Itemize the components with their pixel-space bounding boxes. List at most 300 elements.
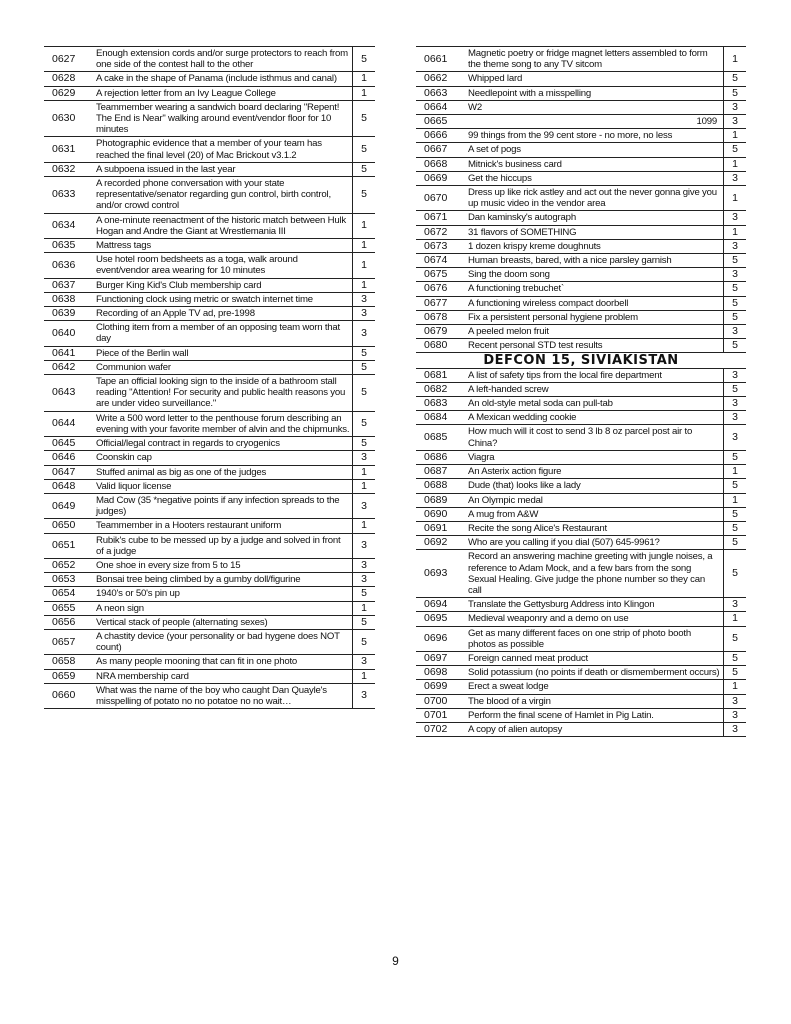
item-row (44, 573, 375, 587)
item-row (44, 683, 375, 708)
item-points: 3 (353, 683, 376, 708)
item-number: 0634 (44, 213, 94, 238)
item-description: What was the name of the boy who caught Dan Quayle's misspelling of potato no no potatoe no no wait… (94, 683, 353, 708)
item-points: 1 (724, 612, 747, 626)
item-row (44, 655, 375, 669)
item-number: 0655 (44, 601, 94, 615)
item-row (416, 143, 746, 157)
item-points: 5 (724, 339, 747, 353)
item-points: 5 (724, 536, 747, 550)
item-points: 3 (353, 573, 376, 587)
item-description: Translate the Gettysburg Address into Klingon (466, 598, 724, 612)
item-points: 3 (724, 211, 747, 225)
item-row (416, 479, 746, 493)
item-number: 0698 (416, 666, 466, 680)
item-row (416, 598, 746, 612)
item-description: An Asterix action figure (466, 465, 724, 479)
item-row (416, 722, 746, 736)
item-number: 0659 (44, 669, 94, 683)
item-description: A rejection letter from an Ivy League College (94, 86, 353, 100)
item-number: 0662 (416, 72, 466, 86)
item-row (416, 465, 746, 479)
item-row (416, 536, 746, 550)
item-description: Burger King Kid's Club membership card (94, 278, 353, 292)
item-row (44, 86, 375, 100)
item-row (44, 669, 375, 683)
item-number: 0661 (416, 47, 466, 72)
item-description: NRA membership card (94, 669, 353, 683)
item-number: 0666 (416, 129, 466, 143)
item-points: 5 (724, 626, 747, 651)
item-row (416, 612, 746, 626)
item-row (44, 615, 375, 629)
item-description: Whipped lard (466, 72, 724, 86)
item-number: 0665 (416, 115, 466, 129)
item-description: A functioning wireless compact doorbell (466, 296, 724, 310)
item-points: 5 (353, 162, 376, 176)
item-row (44, 519, 375, 533)
item-number: 0672 (416, 225, 466, 239)
item-points: 3 (724, 115, 747, 129)
item-description: An Olympic medal (466, 493, 724, 507)
item-points: 3 (724, 598, 747, 612)
item-points: 3 (353, 451, 376, 465)
item-row (416, 507, 746, 521)
item-row (44, 375, 375, 412)
item-row (416, 708, 746, 722)
item-description: The blood of a virgin (466, 694, 724, 708)
item-description: Tape an official looking sign to the inside of a bathroom stall reading "Attention! For security and public health reasons you are under video surveillance." (94, 375, 353, 412)
item-number: 0678 (416, 310, 466, 324)
item-row (416, 694, 746, 708)
item-number: 0656 (44, 615, 94, 629)
item-description: A recorded phone conversation with your state representative/senator regarding gun control, birth control, and/or crowd control (94, 177, 353, 214)
item-row (416, 680, 746, 694)
item-points: 3 (353, 558, 376, 572)
item-row (44, 451, 375, 465)
item-points: 1 (724, 157, 747, 171)
item-number: 0668 (416, 157, 466, 171)
item-description: Bonsai tree being climbed by a gumby doll/figurine (94, 573, 353, 587)
item-description: As many people mooning that can fit in one photo (94, 655, 353, 669)
item-number: 0667 (416, 143, 466, 157)
item-points: 5 (353, 47, 376, 72)
item-row (416, 651, 746, 665)
item-number: 0694 (416, 598, 466, 612)
item-number: 0631 (44, 137, 94, 162)
item-row (416, 382, 746, 396)
item-points: 5 (724, 550, 747, 598)
item-description: W2 (466, 100, 724, 114)
item-points: 1 (724, 465, 747, 479)
item-row (416, 211, 746, 225)
item-description: Communion wafer (94, 360, 353, 374)
item-number: 0700 (416, 694, 466, 708)
item-points: 5 (353, 360, 376, 374)
item-points: 1 (353, 86, 376, 100)
item-points: 3 (724, 722, 747, 736)
item-number: 0653 (44, 573, 94, 587)
item-description: 1940's or 50's pin up (94, 587, 353, 601)
item-points: 5 (724, 296, 747, 310)
item-points: 5 (724, 507, 747, 521)
item-description: Erect a sweat lodge (466, 680, 724, 694)
item-number: 0699 (416, 680, 466, 694)
item-number: 0641 (44, 346, 94, 360)
item-points: 3 (353, 292, 376, 306)
item-description: A left-handed screw (466, 382, 724, 396)
item-row (416, 254, 746, 268)
item-row (416, 325, 746, 339)
item-number: 0652 (44, 558, 94, 572)
item-row (44, 177, 375, 214)
item-row (44, 47, 375, 72)
item-points: 3 (724, 368, 747, 382)
item-row (44, 278, 375, 292)
item-description: Human breasts, bared, with a nice parsley garnish (466, 254, 724, 268)
item-points: 1 (724, 129, 747, 143)
item-points: 3 (353, 533, 376, 558)
item-points: 1 (353, 239, 376, 253)
item-row (44, 307, 375, 321)
item-number: 0630 (44, 100, 94, 137)
item-description: 99 things from the 99 cent store - no more, no less (466, 129, 724, 143)
item-row (44, 72, 375, 86)
item-row (44, 533, 375, 558)
item-points: 5 (353, 177, 376, 214)
item-number: 0674 (416, 254, 466, 268)
item-number: 0654 (44, 587, 94, 601)
item-description: Use hotel room bedsheets as a toga, walk around event/vendor area wearing for 10 minutes (94, 253, 353, 278)
item-points: 5 (353, 411, 376, 436)
item-points: 5 (353, 100, 376, 137)
item-row (416, 626, 746, 651)
item-row (416, 129, 746, 143)
item-number: 0637 (44, 278, 94, 292)
item-description: Enough extension cords and/or surge protectors to reach from one side of the contest hall to the other (94, 47, 353, 72)
item-description: Who are you calling if you dial (507) 645-9961? (466, 536, 724, 550)
item-description: Valid liquor license (94, 479, 353, 493)
item-points: 3 (724, 171, 747, 185)
item-row (416, 171, 746, 185)
item-number: 0695 (416, 612, 466, 626)
item-description: Foreign canned meat product (466, 651, 724, 665)
item-points: 1 (353, 72, 376, 86)
item-row (44, 411, 375, 436)
item-points: 5 (724, 651, 747, 665)
item-description: Coonskin cap (94, 451, 353, 465)
item-points: 5 (724, 72, 747, 86)
item-points: 1 (353, 213, 376, 238)
section-title: DEFCON 15, SIVIAKISTAN (416, 353, 746, 368)
item-row (416, 425, 746, 450)
item-points: 3 (353, 307, 376, 321)
item-row (416, 157, 746, 171)
item-row (44, 558, 375, 572)
item-number: 0635 (44, 239, 94, 253)
item-row (416, 282, 746, 296)
item-number: 0690 (416, 507, 466, 521)
item-number: 0669 (416, 171, 466, 185)
item-number: 0686 (416, 450, 466, 464)
item-description: Needlepoint with a misspelling (466, 86, 724, 100)
item-description: Get the hiccups (466, 171, 724, 185)
item-points: 3 (353, 655, 376, 669)
item-description: 1099 (466, 115, 724, 129)
item-description: A set of pogs (466, 143, 724, 157)
item-description: A chastity device (your personality or bad hygene does NOT count) (94, 629, 353, 654)
item-number: 0683 (416, 397, 466, 411)
item-description: Rubik's cube to be messed up by a judge and solved in front of a judge (94, 533, 353, 558)
item-points: 3 (724, 425, 747, 450)
item-number: 0702 (416, 722, 466, 736)
item-description: Recording of an Apple TV ad, pre-1998 (94, 307, 353, 321)
item-number: 0676 (416, 282, 466, 296)
item-number: 0646 (44, 451, 94, 465)
item-number: 0629 (44, 86, 94, 100)
item-row (44, 253, 375, 278)
item-points: 1 (724, 225, 747, 239)
item-points: 5 (353, 375, 376, 412)
item-points: 3 (724, 100, 747, 114)
item-row (44, 292, 375, 306)
item-description: Dan kaminsky's autograph (466, 211, 724, 225)
item-number: 0685 (416, 425, 466, 450)
item-number: 0640 (44, 321, 94, 346)
item-row (416, 296, 746, 310)
item-number: 0680 (416, 339, 466, 353)
item-points: 1 (724, 186, 747, 211)
item-description: Functioning clock using metric or swatch internet time (94, 292, 353, 306)
item-number: 0677 (416, 296, 466, 310)
item-points: 3 (724, 325, 747, 339)
item-number: 0701 (416, 708, 466, 722)
item-description: Fix a persistent personal hygiene problem (466, 310, 724, 324)
item-row (44, 629, 375, 654)
item-row (44, 239, 375, 253)
item-description: 31 flavors of SOMETHING (466, 225, 724, 239)
item-description: Magnetic poetry or fridge magnet letters assembled to form the theme song to any TV sitcom (466, 47, 724, 72)
item-row (44, 493, 375, 518)
item-points: 1 (353, 669, 376, 683)
item-description: A subpoena issued in the last year (94, 162, 353, 176)
item-description: A one-minute reenactment of the historic match between Hulk Hogan and Andre the Giant at Wrestlemania III (94, 213, 353, 238)
item-row (416, 521, 746, 535)
item-number: 0682 (416, 382, 466, 396)
item-row (44, 346, 375, 360)
item-description: Piece of the Berlin wall (94, 346, 353, 360)
item-description: A functioning trebuchet` (466, 282, 724, 296)
item-description: Official/legal contract in regards to cryogenics (94, 437, 353, 451)
item-points: 5 (353, 137, 376, 162)
item-row (44, 437, 375, 451)
item-number: 0639 (44, 307, 94, 321)
item-description: A peeled melon fruit (466, 325, 724, 339)
item-description: Teammember in a Hooters restaurant uniform (94, 519, 353, 533)
item-row (416, 666, 746, 680)
item-description: Photographic evidence that a member of your team has reached the final level (20) of Mac Brickout v3.1.2 (94, 137, 353, 162)
item-number: 0664 (416, 100, 466, 114)
item-points: 3 (724, 708, 747, 722)
item-number: 0696 (416, 626, 466, 651)
item-row (416, 411, 746, 425)
item-row (44, 587, 375, 601)
item-row (416, 550, 746, 598)
item-number: 0660 (44, 683, 94, 708)
item-number: 0649 (44, 493, 94, 518)
item-number: 0628 (44, 72, 94, 86)
item-number: 0658 (44, 655, 94, 669)
item-description: A list of safety tips from the local fire department (466, 368, 724, 382)
item-row (44, 360, 375, 374)
item-number: 0679 (416, 325, 466, 339)
item-number: 0638 (44, 292, 94, 306)
item-row (416, 225, 746, 239)
item-points: 5 (724, 382, 747, 396)
item-number: 0671 (416, 211, 466, 225)
item-points: 5 (724, 282, 747, 296)
item-points: 5 (353, 437, 376, 451)
item-number: 0691 (416, 521, 466, 535)
right-column (416, 46, 746, 737)
item-row (44, 162, 375, 176)
item-points: 3 (353, 321, 376, 346)
item-description: An old-style metal soda can pull-tab (466, 397, 724, 411)
item-description: Recite the song Alice's Restaurant (466, 521, 724, 535)
item-points: 1 (724, 493, 747, 507)
item-row (416, 47, 746, 72)
item-number: 0644 (44, 411, 94, 436)
item-description: A neon sign (94, 601, 353, 615)
left-column (44, 46, 375, 709)
item-description: Teammember wearing a sandwich board declaring "Repent! The End is Near" walking around event/vendor floor for 10 minutes (94, 100, 353, 137)
item-description: One shoe in every size from 5 to 15 (94, 558, 353, 572)
item-description: Recent personal STD test results (466, 339, 724, 353)
item-number: 0675 (416, 268, 466, 282)
item-row (416, 450, 746, 464)
item-points: 1 (353, 601, 376, 615)
item-number: 0670 (416, 186, 466, 211)
item-description: A cake in the shape of Panama (include isthmus and canal) (94, 72, 353, 86)
item-points: 5 (724, 254, 747, 268)
item-points: 1 (724, 680, 747, 694)
item-number: 0684 (416, 411, 466, 425)
item-points: 5 (353, 615, 376, 629)
item-points: 1 (353, 465, 376, 479)
item-number: 0681 (416, 368, 466, 382)
item-description: Stuffed animal as big as one of the judges (94, 465, 353, 479)
item-description: Viagra (466, 450, 724, 464)
item-row (416, 86, 746, 100)
item-description: Clothing item from a member of an opposing team worn that day (94, 321, 353, 346)
item-number: 0693 (416, 550, 466, 598)
item-points: 3 (724, 397, 747, 411)
item-row (44, 100, 375, 137)
item-points: 5 (353, 346, 376, 360)
item-points: 3 (724, 239, 747, 253)
item-description: A mug from A&W (466, 507, 724, 521)
section-header-row (416, 353, 746, 368)
item-row (416, 268, 746, 282)
item-row (416, 115, 746, 129)
item-points: 1 (353, 278, 376, 292)
item-description: Vertical stack of people (alternating sexes) (94, 615, 353, 629)
item-points: 5 (353, 587, 376, 601)
item-number: 0697 (416, 651, 466, 665)
item-description: Mattress tags (94, 239, 353, 253)
item-row (44, 601, 375, 615)
item-row (44, 479, 375, 493)
item-points: 5 (724, 666, 747, 680)
item-points: 3 (724, 411, 747, 425)
item-description: Get as many different faces on one strip of photo booth photos as possible (466, 626, 724, 651)
item-number: 0627 (44, 47, 94, 72)
item-row (416, 186, 746, 211)
item-points: 5 (724, 86, 747, 100)
item-row (44, 137, 375, 162)
left-item-table (44, 46, 375, 709)
item-number: 0643 (44, 375, 94, 412)
item-row (416, 72, 746, 86)
item-description: Write a 500 word letter to the penthouse forum describing an evening with your favorite member of alvin and the chipmunks. (94, 411, 353, 436)
item-number: 0688 (416, 479, 466, 493)
item-description: Record an answering machine greeting with jungle noises, a reference to Adam Mock, and a few bars from the song Sexual Healing. Give judge the phone number so they can call (466, 550, 724, 598)
item-description: Mitnick's business card (466, 157, 724, 171)
item-number: 0673 (416, 239, 466, 253)
item-points: 1 (724, 47, 747, 72)
item-number: 0657 (44, 629, 94, 654)
item-points: 5 (353, 629, 376, 654)
page-number: 9 (392, 954, 399, 968)
item-row (416, 339, 746, 353)
item-number: 0651 (44, 533, 94, 558)
item-description: Mad Cow (35 *negative points if any infection spreads to the judges) (94, 493, 353, 518)
right-item-table (416, 46, 746, 737)
item-description: Solid potassium (no points if death or dismemberment occurs) (466, 666, 724, 680)
item-points: 1 (353, 253, 376, 278)
item-number: 0648 (44, 479, 94, 493)
item-number: 0689 (416, 493, 466, 507)
item-row (44, 213, 375, 238)
item-number: 0633 (44, 177, 94, 214)
item-description: Dude (that) looks like a lady (466, 479, 724, 493)
item-description: Perform the final scene of Hamlet in Pig Latin. (466, 708, 724, 722)
item-row (44, 465, 375, 479)
item-number: 0645 (44, 437, 94, 451)
item-description: 1 dozen krispy kreme doughnuts (466, 239, 724, 253)
item-number: 0632 (44, 162, 94, 176)
item-row (416, 310, 746, 324)
item-number: 0692 (416, 536, 466, 550)
item-number: 0650 (44, 519, 94, 533)
item-description: A Mexican wedding cookie (466, 411, 724, 425)
item-description: Medieval weaponry and a demo on use (466, 612, 724, 626)
item-number: 0663 (416, 86, 466, 100)
item-row (416, 239, 746, 253)
item-points: 1 (353, 519, 376, 533)
item-row (44, 321, 375, 346)
item-row (416, 100, 746, 114)
item-description: A copy of alien autopsy (466, 722, 724, 736)
item-points: 1 (353, 479, 376, 493)
item-points: 5 (724, 521, 747, 535)
item-points: 5 (724, 143, 747, 157)
item-description: How much will it cost to send 3 lb 8 oz parcel post air to China? (466, 425, 724, 450)
item-points: 3 (353, 493, 376, 518)
item-number: 0636 (44, 253, 94, 278)
item-points: 3 (724, 268, 747, 282)
item-description: Sing the doom song (466, 268, 724, 282)
